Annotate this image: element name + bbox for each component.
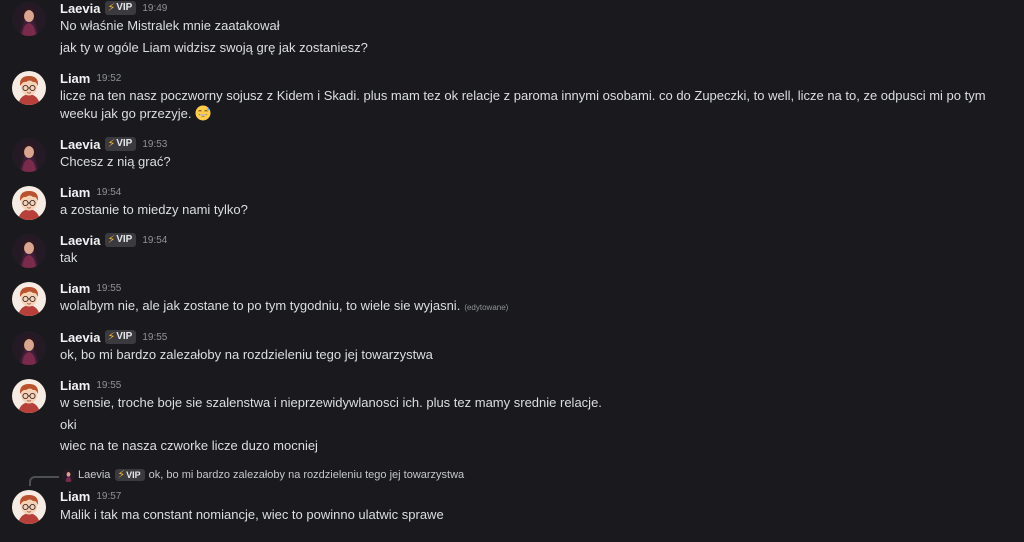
vip-badge: ⚡ VIP bbox=[105, 1, 136, 15]
message-header bbox=[60, 488, 121, 504]
laevia-avatar-art bbox=[12, 234, 46, 268]
laevia-avatar-art bbox=[12, 331, 46, 365]
reply-text[interactable]: ok, bo mi bardzo zalezałoby na rozdzieleniu tego jej towarzystwa bbox=[148, 469, 465, 481]
message-text: oki bbox=[60, 417, 77, 432]
message-header bbox=[60, 280, 121, 296]
lightning-icon: ⚡ bbox=[107, 2, 116, 14]
liam-avatar-art bbox=[12, 186, 46, 220]
sweat-smile-emoji bbox=[195, 105, 211, 121]
username[interactable]: Liam bbox=[60, 488, 91, 504]
message-text-content: licze na ten nasz poczworny sojusz z Kidem i Skadi. plus mam tez ok relacje z paroma innymi osobami. co do Zupeczki, to well, licze na to, ze odpusci mi po tym weeku jak go przezyje. bbox=[60, 88, 986, 121]
lightning-icon: ⚡ bbox=[117, 469, 126, 481]
avatar-liam[interactable] bbox=[12, 490, 46, 524]
reply-connector bbox=[29, 476, 59, 486]
liam-avatar-art bbox=[12, 71, 46, 105]
username[interactable]: Liam bbox=[60, 184, 91, 200]
message-header bbox=[60, 232, 167, 248]
timestamp: 19:54 bbox=[142, 234, 168, 246]
message-header bbox=[60, 184, 121, 200]
timestamp: 19:55 bbox=[96, 379, 122, 391]
message-header bbox=[60, 0, 167, 16]
avatar-laevia[interactable] bbox=[12, 2, 46, 36]
message-text bbox=[60, 297, 508, 317]
vip-badge: ⚡ VIP bbox=[105, 137, 136, 151]
timestamp: 19:55 bbox=[96, 282, 122, 294]
message-text: jak ty w ogóle Liam widzisz swoją grę jak zostaniesz? bbox=[60, 40, 368, 55]
message-header bbox=[60, 377, 121, 393]
avatar-liam[interactable] bbox=[12, 282, 46, 316]
timestamp: 19:54 bbox=[96, 186, 122, 198]
avatar-laevia[interactable] bbox=[12, 331, 46, 365]
message-text: tak bbox=[60, 250, 78, 265]
message-text: Chcesz z nią grać? bbox=[60, 154, 171, 169]
avatar-liam[interactable] bbox=[12, 379, 46, 413]
laevia-avatar-art bbox=[12, 138, 46, 172]
message-text: w sensie, troche boje sie szalenstwa i nieprzewidywlanosci ich. plus tez mamy srednie relacje. bbox=[60, 395, 602, 410]
message-text: wiec na te nasza czworke licze duzo mocniej bbox=[60, 438, 318, 453]
timestamp: 19:53 bbox=[142, 138, 168, 150]
laevia-avatar-art bbox=[62, 469, 75, 482]
avatar-liam[interactable] bbox=[12, 71, 46, 105]
avatar-laevia[interactable] bbox=[12, 138, 46, 172]
username[interactable]: Laevia bbox=[60, 0, 101, 16]
lightning-icon: ⚡ bbox=[107, 331, 116, 343]
timestamp: 19:57 bbox=[96, 490, 122, 502]
timestamp: 19:52 bbox=[96, 72, 122, 84]
vip-badge: ⚡ VIP bbox=[105, 330, 136, 344]
username[interactable]: Liam bbox=[60, 377, 91, 393]
avatar-laevia[interactable] bbox=[12, 234, 46, 268]
message-text-content: wolalbym nie, ale jak zostane to po tym tygodniu, to wiele sie wyjasni. bbox=[60, 298, 461, 313]
timestamp: 19:55 bbox=[142, 331, 168, 343]
message-text: Malik i tak ma constant nomiancje, wiec to powinno ulatwic sprawe bbox=[60, 507, 444, 522]
liam-avatar-art bbox=[12, 282, 46, 316]
liam-avatar-art bbox=[12, 379, 46, 413]
username[interactable]: Liam bbox=[60, 280, 91, 296]
reply-avatar bbox=[62, 469, 75, 482]
lightning-icon: ⚡ bbox=[107, 138, 116, 150]
username[interactable]: Liam bbox=[60, 70, 91, 86]
timestamp: 19:49 bbox=[142, 2, 168, 14]
edited-label: (edytowane) bbox=[464, 303, 509, 312]
reply-reference[interactable] bbox=[62, 467, 464, 483]
message-text: ok, bo mi bardzo zalezałoby na rozdzieleniu tego jej towarzystwa bbox=[60, 347, 433, 362]
reply-username[interactable]: Laevia bbox=[78, 469, 111, 481]
lightning-icon: ⚡ bbox=[107, 234, 116, 246]
message-text bbox=[60, 87, 1010, 123]
liam-avatar-art bbox=[12, 490, 46, 524]
laevia-avatar-art bbox=[12, 2, 46, 36]
avatar-liam[interactable] bbox=[12, 186, 46, 220]
message-header bbox=[60, 136, 167, 152]
vip-badge: ⚡ VIP bbox=[105, 233, 136, 247]
username[interactable]: Laevia bbox=[60, 232, 101, 248]
username[interactable]: Laevia bbox=[60, 136, 101, 152]
message-header bbox=[60, 70, 121, 86]
message-header bbox=[60, 329, 167, 345]
message-text: a zostanie to miedzy nami tylko? bbox=[60, 202, 248, 217]
message-text: No właśnie Mistralek mnie zaatakował bbox=[60, 18, 280, 33]
username[interactable]: Laevia bbox=[60, 329, 101, 345]
vip-badge: ⚡ VIP bbox=[115, 469, 144, 481]
